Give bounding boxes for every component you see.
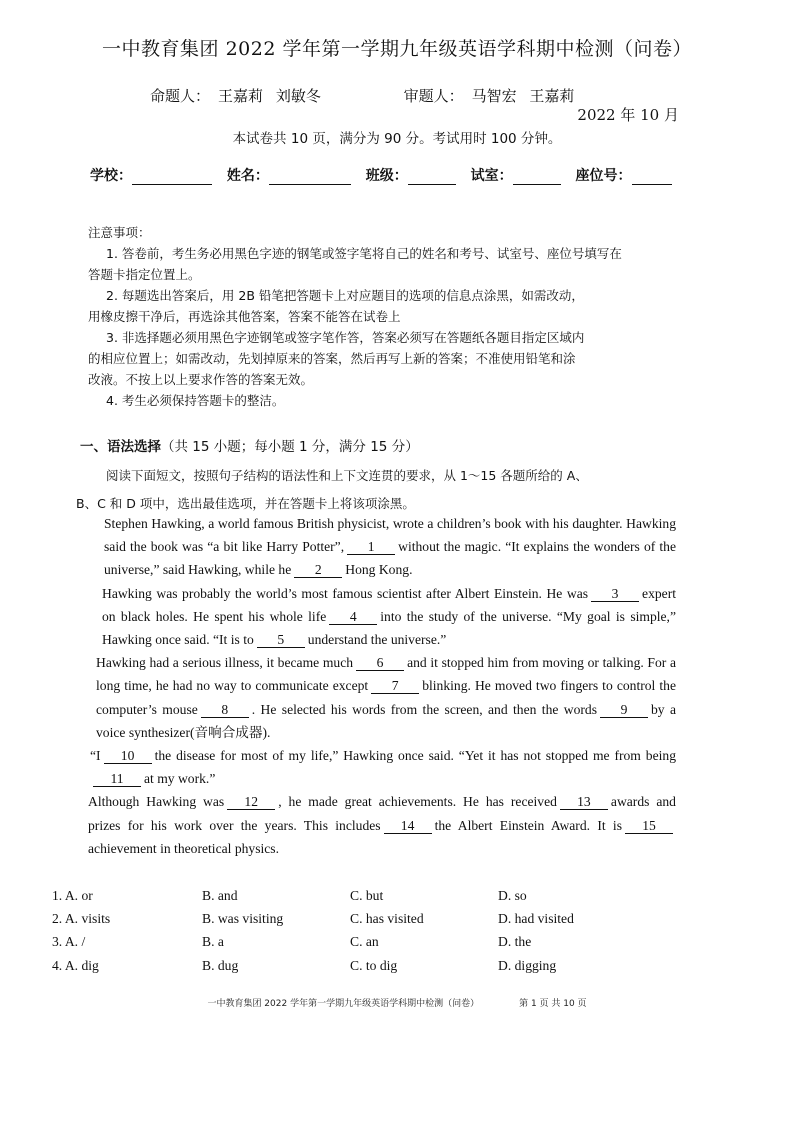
reading-passage bbox=[58, 512, 676, 860]
reviewer-name: 王嘉莉 bbox=[529, 87, 575, 105]
passage-paragraph bbox=[58, 744, 676, 790]
passage-text: understand the universe.” bbox=[307, 632, 447, 648]
option-c: C. an bbox=[350, 934, 379, 950]
school-blank[interactable] bbox=[132, 170, 212, 185]
option-a: 4. A. dig bbox=[52, 957, 99, 973]
passage-text: without the magic. “It explains the wonders of the universe,” said Hawking, while he bbox=[104, 539, 676, 578]
authors-line bbox=[150, 85, 582, 106]
option-b: B. was visiting bbox=[202, 910, 284, 926]
option-a: 1. A. or bbox=[52, 887, 93, 903]
answer-blank: 14 bbox=[384, 818, 432, 834]
answer-blank: 6 bbox=[356, 655, 404, 671]
passage-text: expert on black holes. He spent his whole life bbox=[102, 585, 676, 624]
section-detail: （共 15 小题；每小题 1 分，满分 15 分） bbox=[161, 439, 419, 455]
answer-blank: 10 bbox=[104, 748, 152, 764]
answer-blank: 1 bbox=[347, 539, 395, 555]
passage-text: “I bbox=[90, 748, 101, 764]
passage-paragraph bbox=[58, 651, 676, 744]
passage-text: Stephen Hawking, a world famous British physicist, wrote a children’s book with his daughter. Hawking said the book was “a bit like Harry Potter”, bbox=[104, 516, 676, 555]
option-a: 2. A. visits bbox=[52, 910, 111, 926]
passage-text: Hawking had a serious illness, it became much bbox=[96, 655, 354, 671]
author-name: 刘敏冬 bbox=[275, 87, 321, 105]
passage-text: and it stopped him from moving or talking. For a long time, he had no way to communicate except bbox=[96, 655, 677, 694]
option-b: B. and bbox=[202, 887, 238, 903]
section-title bbox=[80, 435, 419, 455]
answer-blank: 8 bbox=[201, 702, 249, 718]
notice-item: 1. 答卷前，考生务必用黑色字迹的钢笔或签字笔将自己的姓名和考号、试室号、座位号填写在 bbox=[106, 246, 622, 261]
passage-text: achievement in theoretical physics. bbox=[88, 840, 279, 856]
option-d: D. so bbox=[498, 887, 527, 903]
seat-label: 座位号： bbox=[575, 168, 632, 184]
notice-item: 4. 考生必须保持答题卡的整洁。 bbox=[106, 393, 285, 408]
passage-text: Hawking was probably the world’s most famous scientist after Albert Einstein. He was bbox=[102, 585, 589, 601]
room-field[interactable] bbox=[471, 165, 561, 185]
answer-blank: 3 bbox=[591, 586, 639, 602]
footer-title: 一中教育集团 2022 学年第一学期九年级英语学科期中检测（问卷） bbox=[207, 999, 480, 1009]
answer-options bbox=[52, 884, 712, 977]
option-row bbox=[52, 884, 712, 907]
reviewers-label: 审题人： bbox=[403, 87, 464, 105]
option-b: B. a bbox=[202, 934, 224, 950]
answer-blank: 11 bbox=[93, 771, 141, 787]
passage-text: blinking. He moved two fingers to control the computer’s mouse bbox=[96, 678, 676, 717]
passage-text: into the study of the universe. “My goal is simple,” Hawking once said. “It is to bbox=[102, 608, 676, 648]
exam-info: 本试卷共 10 页，满分为 90 分。考试用时 100 分钟。 bbox=[232, 131, 562, 147]
option-c: C. to dig bbox=[350, 957, 398, 973]
author-name: 王嘉莉 bbox=[218, 87, 264, 105]
room-label: 试室： bbox=[470, 168, 513, 184]
room-blank[interactable] bbox=[513, 170, 561, 185]
passage-paragraph bbox=[58, 790, 676, 860]
notice-item: 答题卡指定位置上。 bbox=[88, 267, 201, 282]
notice-item: 的相应位置上；如需改动，先划掉原来的答案，然后再写上新的答案；不准使用铅笔和涂 bbox=[88, 351, 576, 366]
reviewer-name: 马智宏 bbox=[471, 87, 517, 105]
class-label: 班级： bbox=[365, 168, 408, 184]
answer-blank: 15 bbox=[625, 818, 673, 834]
notice-item: 用橡皮擦干净后，再选涂其他答案，答案不能答在试卷上 bbox=[88, 309, 401, 324]
passage-text: awards and prizes for his work over the years. This includes bbox=[88, 794, 676, 833]
option-a: 3. A. / bbox=[52, 934, 86, 950]
exam-date: 2022 年 10 月 bbox=[577, 106, 679, 124]
answer-blank: 13 bbox=[560, 794, 608, 810]
answer-blank: 4 bbox=[329, 609, 377, 625]
class-blank[interactable] bbox=[408, 170, 456, 185]
page-title: 一中教育集团 2022 学年第一学期九年级英语学科期中检测（问卷） bbox=[102, 38, 692, 60]
class-field[interactable] bbox=[366, 165, 456, 185]
notice-heading: 注意事项： bbox=[88, 225, 151, 240]
instruction-line: B、C 和 D 项中，选出最佳选项，并在答题卡上将该项涂黑。 bbox=[76, 496, 415, 511]
option-c: C. has visited bbox=[350, 910, 424, 926]
answer-blank: 12 bbox=[227, 794, 275, 810]
passage-text: . He selected his words from the screen, and then the words bbox=[251, 701, 597, 717]
notice-section bbox=[88, 222, 698, 411]
answer-blank: 7 bbox=[371, 678, 419, 694]
instruction-line: 阅读下面短文，按照句子结构的语法性和上下文连贯的要求，从 1～15 各题所给的 A、 bbox=[106, 468, 588, 483]
option-row bbox=[52, 954, 712, 977]
notice-item: 改液。不按上以上要求作答的答案无效。 bbox=[88, 372, 314, 387]
option-d: D. digging bbox=[498, 957, 557, 973]
section-instructions bbox=[76, 462, 686, 518]
passage-text: Although Hawking was bbox=[88, 794, 225, 810]
notice-item: 3. 非选择题必须用黑色字迹钢笔或签字笔作答，答案必须写在答题纸各题目指定区域内 bbox=[106, 330, 585, 345]
passage-text: at my work.” bbox=[144, 771, 216, 787]
school-label: 学校： bbox=[90, 168, 132, 184]
option-row bbox=[52, 931, 712, 954]
passage-paragraph bbox=[58, 512, 676, 582]
name-label: 姓名： bbox=[226, 168, 269, 184]
name-blank[interactable] bbox=[269, 170, 351, 185]
option-b: B. dug bbox=[202, 957, 239, 973]
seat-field[interactable] bbox=[576, 165, 672, 185]
section-name: 一、语法选择 bbox=[80, 439, 161, 455]
notice-item: 2. 每题选出答案后，用 2B 铅笔把答题卡上对应题目的选项的信息点涂黑，如需改动， bbox=[106, 288, 584, 303]
option-c: C. but bbox=[350, 887, 384, 903]
passage-text: the Albert Einstein Award. It is bbox=[434, 817, 622, 833]
school-field[interactable] bbox=[90, 165, 212, 185]
passage-text: Hong Kong. bbox=[345, 562, 413, 578]
page-number: 第 1 页 共 10 页 bbox=[519, 999, 587, 1009]
student-info-fields bbox=[90, 165, 682, 185]
passage-text: , he made great achievements. He has received bbox=[278, 794, 557, 810]
option-d: D. the bbox=[498, 934, 532, 950]
page-footer bbox=[0, 996, 794, 1009]
passage-text: by a voice synthesizer(音响合成器). bbox=[96, 701, 676, 740]
passage-paragraph bbox=[58, 582, 676, 652]
passage-text: the disease for most of my life,” Hawking once said. “Yet it has not stopped me from being bbox=[154, 748, 676, 764]
answer-blank: 5 bbox=[257, 632, 305, 648]
name-field[interactable] bbox=[227, 165, 351, 185]
authors-label: 命题人： bbox=[150, 87, 211, 105]
option-d: D. had visited bbox=[498, 910, 574, 926]
answer-blank: 2 bbox=[294, 562, 342, 578]
option-row bbox=[52, 907, 712, 930]
seat-blank[interactable] bbox=[632, 170, 672, 185]
answer-blank: 9 bbox=[600, 702, 648, 718]
